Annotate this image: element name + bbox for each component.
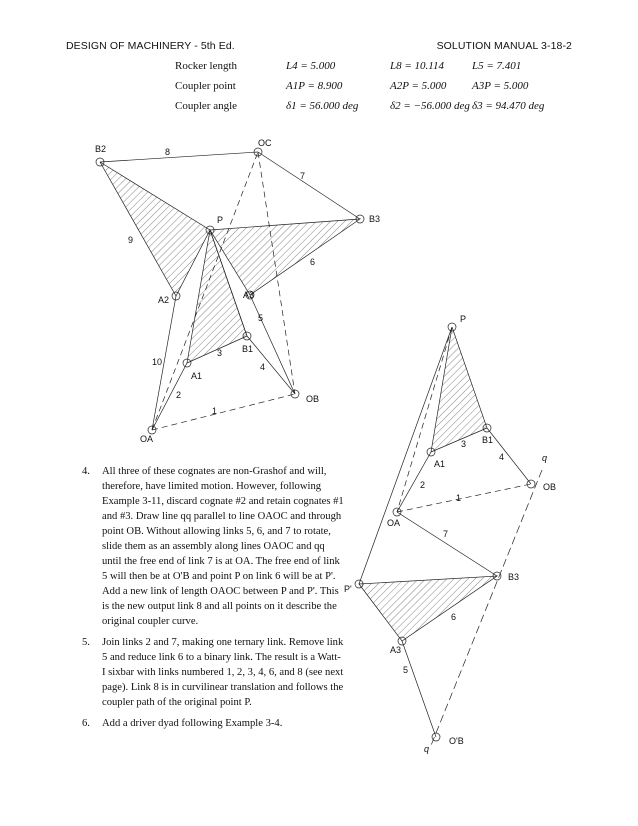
note-5 bbox=[82, 635, 344, 710]
link-5 bbox=[250, 295, 295, 394]
link-label-10: 10 bbox=[152, 357, 163, 367]
link-label-9: 9 bbox=[128, 235, 134, 245]
label-p-prime: P' bbox=[344, 584, 352, 594]
label-oc: OC bbox=[258, 138, 272, 148]
note-text: Join links 2 and 7, making one ternary link. Remove link 5 and reduce link 6 to a binary link. The result is a Watt-I sixbar with links numbered 1, 2, 3, 4, 6, and 8 (see next page). Link 8 is in curvilinear translation and follows the coupler path of the original point P. bbox=[102, 637, 344, 708]
link-label-3: 3 bbox=[217, 348, 223, 358]
header-left: DESIGN OF MACHINERY - 5th Ed. bbox=[66, 40, 235, 52]
note-number: 6. bbox=[82, 718, 90, 729]
label-b2: B2 bbox=[95, 144, 107, 154]
link-label-4-right: 4 bbox=[499, 452, 505, 462]
note-4 bbox=[82, 464, 344, 629]
label-ob-right: OB bbox=[543, 482, 557, 492]
param-value: L8 = 10.114 bbox=[390, 60, 444, 72]
label-ob: OB bbox=[306, 394, 320, 404]
right-linkage bbox=[355, 323, 542, 748]
link-5-right bbox=[402, 641, 436, 737]
param-value: δ3 = 94.470 deg bbox=[472, 100, 545, 112]
link-label-1-right: 1 bbox=[456, 493, 462, 503]
param-value: A1P = 8.900 bbox=[286, 80, 343, 92]
ground-link-1 bbox=[152, 394, 295, 430]
label-a2: A2 bbox=[158, 295, 170, 305]
label-b1: B1 bbox=[242, 344, 254, 354]
link-label-4: 4 bbox=[260, 362, 266, 372]
link-label-5: 5 bbox=[258, 313, 264, 323]
link-label-2: 2 bbox=[176, 390, 182, 400]
header-right: SOLUTION MANUAL 3-18-2 bbox=[436, 40, 572, 52]
link-label-6-right: 6 bbox=[451, 612, 457, 622]
coupler-triangle-3 bbox=[210, 219, 360, 295]
label-a3: A3 bbox=[243, 290, 255, 300]
link-label-6: 6 bbox=[310, 257, 316, 267]
label-a3-right: A3 bbox=[390, 645, 402, 655]
note-text: Add a driver dyad following Example 3-4. bbox=[102, 718, 283, 729]
link-4-right bbox=[487, 428, 531, 484]
label-q-bottom: q bbox=[424, 744, 430, 754]
label-a1: A1 bbox=[191, 371, 203, 381]
label-p-right: P bbox=[460, 314, 467, 324]
label-b1-right: B1 bbox=[482, 435, 494, 445]
link-label-7-right: 7 bbox=[443, 529, 449, 539]
param-value: A2P = 5.000 bbox=[390, 80, 447, 92]
link-8 bbox=[100, 152, 258, 162]
coupler-triangle-2 bbox=[100, 162, 210, 296]
link-2 bbox=[152, 363, 187, 430]
link-7-right bbox=[397, 512, 497, 576]
solution-notes bbox=[82, 464, 344, 737]
link-label-2-right: 2 bbox=[420, 480, 426, 490]
ground-link-1-right bbox=[397, 484, 531, 512]
link-7 bbox=[258, 152, 360, 219]
link-label-5-right: 5 bbox=[403, 665, 409, 675]
param-label: Rocker length bbox=[175, 60, 238, 72]
link-label-7: 7 bbox=[300, 171, 306, 181]
param-value: L5 = 7.401 bbox=[472, 60, 522, 72]
left-linkage bbox=[96, 148, 364, 434]
label-b3: B3 bbox=[369, 214, 381, 224]
left-labels bbox=[95, 138, 380, 444]
param-value: L4 = 5.000 bbox=[286, 60, 336, 72]
note-number: 5. bbox=[82, 637, 90, 648]
param-value: δ2 = −56.000 deg bbox=[390, 100, 470, 112]
param-label: Coupler point bbox=[175, 80, 236, 92]
link-label-1: 1 bbox=[212, 406, 218, 416]
coupler-triangle-right bbox=[431, 327, 487, 452]
label-ob-prime: O'B bbox=[449, 736, 464, 746]
note-6 bbox=[82, 716, 344, 731]
link-6-triangle bbox=[359, 576, 497, 641]
label-b3-right: B3 bbox=[508, 572, 520, 582]
label-oa-right: OA bbox=[387, 518, 401, 528]
param-label: Coupler angle bbox=[175, 100, 238, 112]
note-text: All three of these cognates are non-Grashof and will, therefore, have limited motion. However, following Example 3-11, discard cognate #2 and retain cognates #1 and #3. Draw line qq parallel to line OAOC and through point OB. Without allowing links 5, 6, and 7 to rotate, slide them as an assembly along lines OAOC and qq until the free end of link 7 is at OA. The free end of link 5 will then be at O'B and point P on link 6 will be at P'. Add a new link of length OAOC between P and P'. This is the new output link 8 and all points on it describe the original coupler curve. bbox=[102, 466, 344, 627]
link-2-right bbox=[397, 452, 431, 512]
label-oa: OA bbox=[140, 434, 154, 444]
link-8-output bbox=[359, 327, 452, 584]
param-value: A3P = 5.000 bbox=[472, 80, 529, 92]
param-value: δ1 = 56.000 deg bbox=[286, 100, 359, 112]
link-label-8: 8 bbox=[165, 147, 171, 157]
label-a1-right: A1 bbox=[434, 459, 446, 469]
note-number: 4. bbox=[82, 466, 90, 477]
label-q-top: q bbox=[542, 453, 548, 463]
label-p: P bbox=[217, 215, 224, 225]
link-label-3-right: 3 bbox=[461, 439, 467, 449]
